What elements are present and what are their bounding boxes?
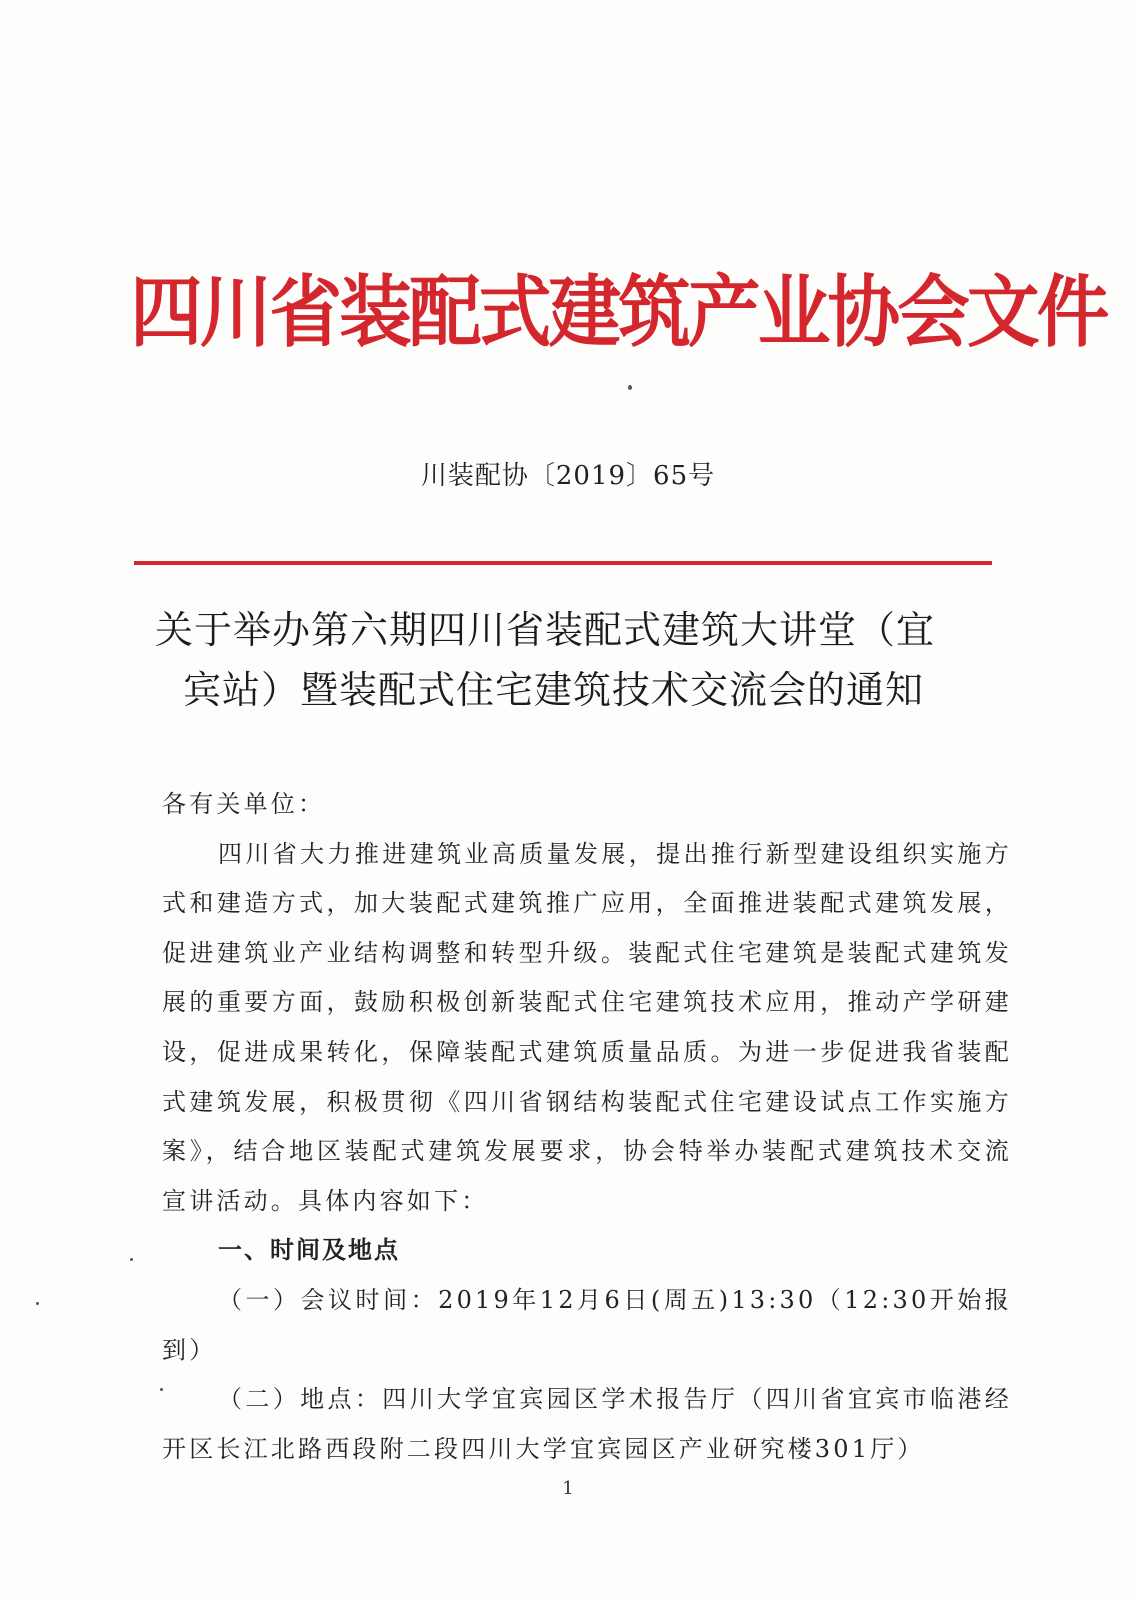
notice-title-line-1: 关于举办第六期四川省装配式建筑大讲堂（宜: [155, 608, 936, 652]
red-divider: [134, 561, 992, 565]
notice-title: [155, 600, 1005, 720]
scan-speck: [130, 1258, 133, 1261]
meeting-location-item: （二）地点：四川大学宜宾园区学术报告厅（四川省宜宾市临港经开区长江北路西段附二段四川大学宜宾园区产业研究楼301厅）: [162, 1385, 1012, 1463]
document-number: 川装配协〔2019〕65号: [420, 461, 716, 491]
scan-speck: [36, 1302, 39, 1305]
document-masthead: 四川省装配式建筑产业协会文件: [130, 267, 1107, 358]
meeting-time-item: （一）会议时间：2019年12月6日(周五)13:30（12:30开始报到）: [162, 1285, 1012, 1364]
intro-paragraph: 四川省大力推进建筑业高质量发展，提出推行新型建设组织实施方式和建造方式，加大装配式建筑推广应用，全面推进装配式建筑发展，促进建筑业产业结构调整和转型升级。装配式住宅建筑是装配式建筑发展的重要方面，鼓励积极创新装配式住宅建筑技术应用，推动产学研建设，促进成果转化，保障装配式建筑质量品质。为进一步促进我省装配式建筑发展，积极贯彻《四川省钢结构装配式住宅建设试点工作实施方案》，结合地区装配式建筑发展要求，协会特举办装配式建筑技术交流宣讲活动。具体内容如下：: [162, 839, 1012, 1215]
notice-body: [162, 780, 1012, 1474]
scan-speck: [628, 385, 632, 390]
notice-title-line-2: 宾站）暨装配式住宅建筑技术交流会的通知: [183, 668, 925, 712]
section-heading-time-location: 一、时间及地点: [218, 1236, 400, 1265]
salutation: 各有关单位：: [162, 790, 326, 818]
page-number: 1: [562, 1478, 574, 1499]
